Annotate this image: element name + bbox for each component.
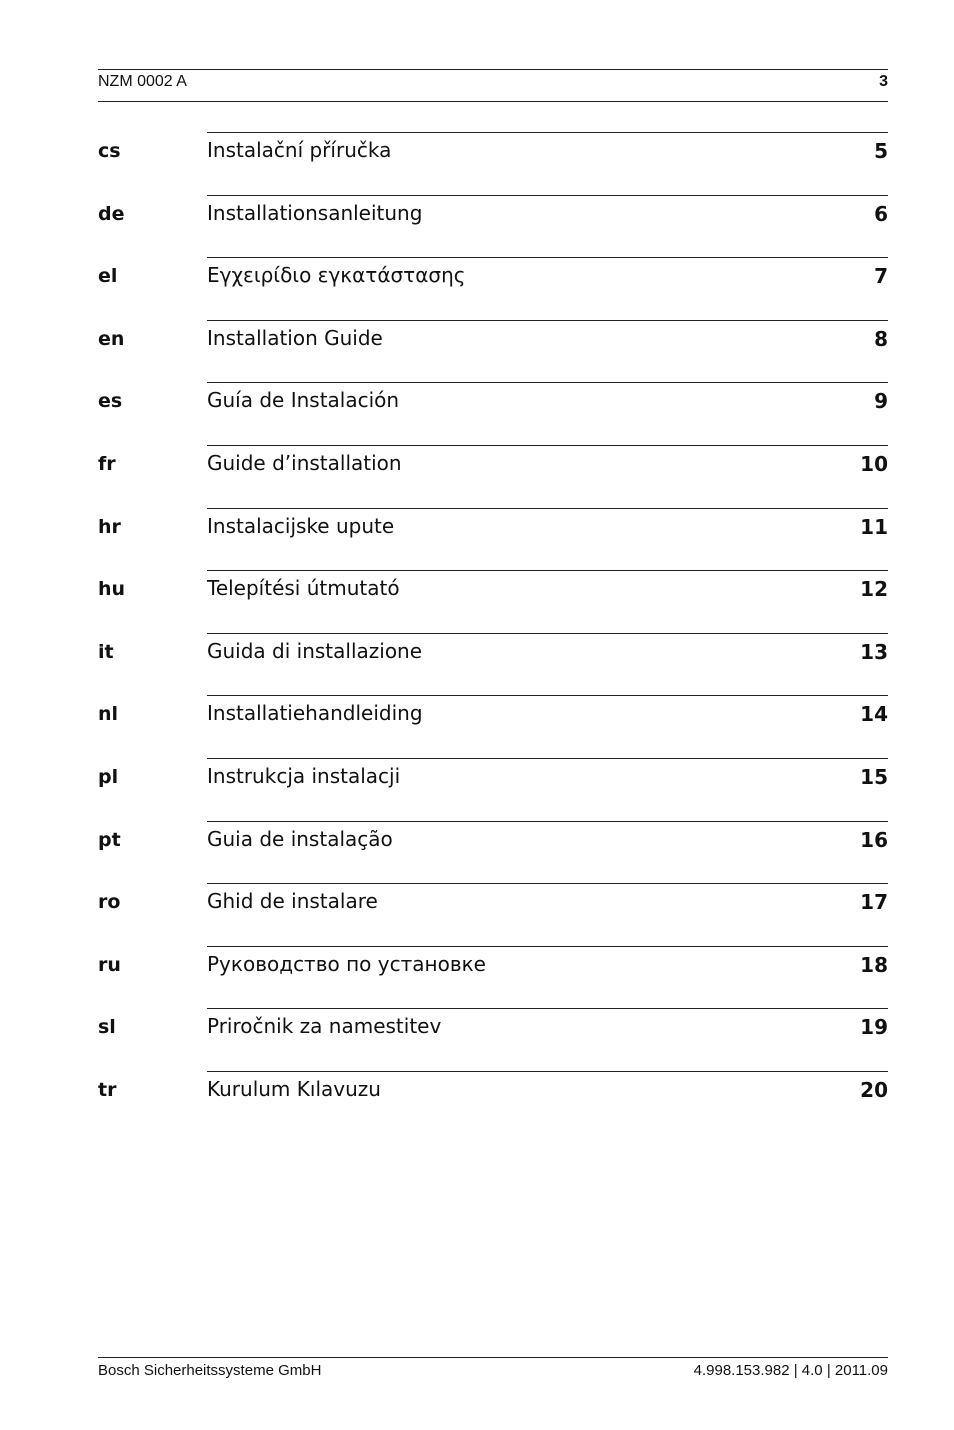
- toc-title[interactable]: Instalacijske upute: [207, 513, 395, 538]
- toc-entry-sl[interactable]: [98, 1008, 888, 1071]
- toc-page-number: 17: [860, 890, 888, 915]
- toc-divider: [207, 1071, 888, 1072]
- toc-language-code: de: [98, 202, 125, 225]
- toc-language-code: pl: [98, 765, 119, 788]
- toc-divider: [207, 633, 888, 634]
- toc-language-code: ru: [98, 953, 121, 976]
- toc-divider: [207, 257, 888, 258]
- toc-language-code: fr: [98, 452, 116, 475]
- toc-title[interactable]: Telepítési útmutató: [207, 576, 400, 601]
- toc-entry-es[interactable]: [98, 382, 888, 445]
- toc-divider: [207, 195, 888, 196]
- toc-language-code: tr: [98, 1078, 117, 1101]
- toc-page-number: 14: [860, 702, 888, 727]
- toc-page-number: 5: [874, 139, 888, 163]
- document-id: NZM 0002 A: [98, 73, 187, 90]
- toc-language-code: el: [98, 265, 118, 288]
- toc-divider: [207, 883, 888, 884]
- toc-page-number: 18: [860, 952, 888, 977]
- toc-page-number: 19: [860, 1015, 888, 1040]
- toc-entry-nl[interactable]: [98, 695, 888, 758]
- toc-language-code: sl: [98, 1016, 116, 1039]
- toc-title[interactable]: Guia de instalação: [207, 826, 393, 851]
- toc-entry-pt[interactable]: [98, 821, 888, 884]
- toc-entry-pl[interactable]: [98, 758, 888, 821]
- toc-page-number: 13: [860, 639, 888, 664]
- toc-title[interactable]: Ghid de instalare: [207, 889, 378, 914]
- toc-divider: [207, 445, 888, 446]
- toc-page-number: 11: [860, 514, 888, 539]
- toc-entry-tr[interactable]: [98, 1071, 888, 1134]
- page-number: 3: [879, 73, 888, 90]
- toc-entry-el[interactable]: [98, 257, 888, 320]
- toc-language-code: hr: [98, 515, 121, 538]
- toc-title[interactable]: Priročnik za namestitev: [207, 1014, 442, 1039]
- toc-language-code: cs: [98, 140, 121, 162]
- toc-entry-de[interactable]: [98, 195, 888, 258]
- toc-divider: [207, 320, 888, 321]
- toc-entry-ru[interactable]: [98, 946, 888, 1009]
- toc-language-code: hu: [98, 578, 126, 601]
- toc-page-number: 6: [874, 201, 888, 226]
- toc-divider: [207, 821, 888, 822]
- toc-divider: [207, 758, 888, 759]
- toc-title[interactable]: Installation Guide: [207, 325, 383, 350]
- toc-title[interactable]: Guide d’installation: [207, 450, 402, 475]
- document-info: 4.998.153.982 | 4.0 | 2011.09: [693, 1362, 888, 1379]
- toc-language-code: nl: [98, 703, 119, 726]
- toc-divider: [207, 132, 888, 133]
- toc-page-number: 12: [860, 577, 888, 602]
- toc-page-number: 20: [860, 1077, 888, 1102]
- toc-title[interactable]: Руководство по установке: [207, 951, 486, 976]
- toc-title[interactable]: Installatiehandleiding: [207, 701, 423, 726]
- toc-divider: [207, 946, 888, 947]
- toc-entry-cs[interactable]: [98, 132, 888, 195]
- toc-entry-it[interactable]: [98, 633, 888, 696]
- toc-title[interactable]: Instalační příručka: [207, 138, 392, 162]
- toc-title[interactable]: Installationsanleitung: [207, 200, 423, 225]
- toc-entry-en[interactable]: [98, 320, 888, 383]
- table-of-contents: [98, 132, 888, 1134]
- toc-title[interactable]: Instrukcja instalacji: [207, 763, 401, 788]
- page-footer: [98, 1357, 888, 1379]
- toc-entry-hu[interactable]: [98, 570, 888, 633]
- toc-language-code: it: [98, 640, 114, 663]
- toc-title[interactable]: Εγχειρίδιο εγκατάστασης: [207, 263, 466, 288]
- toc-divider: [207, 695, 888, 696]
- toc-divider: [207, 508, 888, 509]
- toc-divider: [207, 382, 888, 383]
- toc-page-number: 10: [860, 451, 888, 476]
- toc-language-code: pt: [98, 828, 121, 851]
- company-name: Bosch Sicherheitssysteme GmbH: [98, 1362, 322, 1379]
- toc-page-number: 15: [860, 764, 888, 789]
- toc-entry-fr[interactable]: [98, 445, 888, 508]
- toc-page-number: 8: [874, 326, 888, 351]
- toc-title[interactable]: Kurulum Kılavuzu: [207, 1076, 381, 1101]
- toc-language-code: en: [98, 327, 125, 350]
- toc-language-code: es: [98, 390, 123, 413]
- toc-title[interactable]: Guida di installazione: [207, 638, 423, 663]
- toc-page-number: 16: [860, 827, 888, 852]
- toc-divider: [207, 1008, 888, 1009]
- toc-page-number: 9: [874, 389, 888, 414]
- toc-language-code: ro: [98, 891, 121, 914]
- toc-page-number: 7: [874, 264, 888, 289]
- toc-entry-ro[interactable]: [98, 883, 888, 946]
- page-header: [98, 69, 888, 102]
- toc-entry-hr[interactable]: [98, 508, 888, 571]
- toc-divider: [207, 570, 888, 571]
- toc-title[interactable]: Guía de Instalación: [207, 388, 400, 413]
